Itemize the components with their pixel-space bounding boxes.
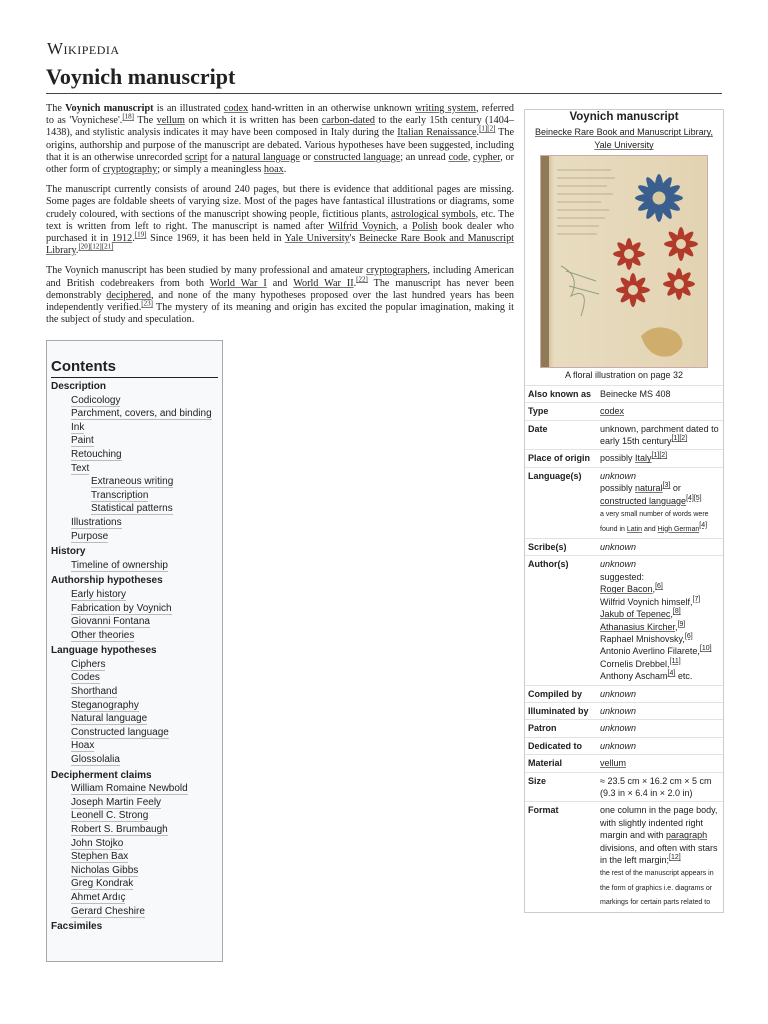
text-run: , etc. The text is written from left to right. The manuscript is named after xyxy=(46,208,514,232)
toc-item[interactable] xyxy=(47,489,222,503)
wiki-link[interactable]: Polish xyxy=(412,220,438,232)
italic-text: unknown xyxy=(600,470,637,481)
text-run: , xyxy=(467,151,473,163)
toc-item[interactable] xyxy=(47,502,222,516)
wiki-link[interactable]: writing system xyxy=(414,103,476,114)
infobox-row xyxy=(525,538,723,555)
intro-paragraph-1 xyxy=(46,103,514,176)
text-run: , including American and British codebreakers from both xyxy=(46,265,514,289)
reference-link[interactable]: [3] xyxy=(662,482,671,490)
text-run: ≈ 23.5 cm × 16.2 cm × 5 cm (9.3 in × 6.4 in × 2.0 in) xyxy=(600,775,712,798)
toc-item[interactable] xyxy=(47,699,222,713)
infobox-row xyxy=(525,772,723,802)
wikipedia-logo[interactable]: Wikipedia xyxy=(47,39,120,58)
toc-item-label: Natural language xyxy=(71,713,148,725)
infobox-row xyxy=(525,467,723,538)
infobox-row xyxy=(525,402,723,419)
text-run: The xyxy=(134,115,157,127)
toc-item[interactable] xyxy=(47,434,222,448)
infobox-row-label: Dedicated to xyxy=(528,740,583,751)
text-run: Raphael Mnishovsky, xyxy=(600,633,685,644)
toc-item-label: Leonell C. Strong xyxy=(71,810,149,822)
toc-item-label: Nicholas Gibbs xyxy=(71,864,139,876)
toc-item[interactable] xyxy=(47,559,222,573)
text-run: or xyxy=(299,151,314,163)
reference-link[interactable]: [1][2] xyxy=(651,452,668,460)
toc-item[interactable] xyxy=(47,769,222,783)
toc-item-label: Fabrication by Voynich xyxy=(71,602,172,614)
reference-link[interactable]: [20][12][21] xyxy=(78,242,114,251)
wiki-link[interactable]: deciphered xyxy=(106,289,151,301)
toc-item[interactable] xyxy=(47,837,222,851)
text-run: , referred to as 'Voynichese'. xyxy=(46,103,515,127)
floral-illustration-icon xyxy=(541,156,707,367)
toc-item[interactable] xyxy=(47,891,222,905)
text-run: . xyxy=(75,245,79,257)
toc-item-label: Transcription xyxy=(91,489,149,501)
toc-item-label: Language hypotheses xyxy=(51,645,157,657)
infobox-row xyxy=(525,385,723,402)
toc-item-label: Retouching xyxy=(71,448,122,460)
wiki-link[interactable]: hoax xyxy=(263,164,284,176)
infobox-title: Voynich manuscript xyxy=(569,111,679,123)
toc-item-label: Steganography xyxy=(71,699,139,711)
reference-link[interactable]: [8] xyxy=(672,608,681,616)
article-body xyxy=(46,103,514,334)
toc-item-label: Shorthand xyxy=(71,686,118,698)
reference-link[interactable]: [12] xyxy=(669,854,681,861)
toc-item-label: Ciphers xyxy=(71,658,106,670)
toc-item-label: Giovanni Fontana xyxy=(71,616,150,628)
toc-item[interactable] xyxy=(47,602,222,616)
infobox-row-value xyxy=(600,705,720,717)
wiki-link[interactable]: Wilfrid Voynich xyxy=(328,220,396,232)
text-run: to the early 15th century (1404–1438), and stylistic analysis indicates it may have been composed in Italy during the xyxy=(46,115,514,139)
infobox-row-label: Place of origin xyxy=(528,453,591,464)
infobox-row xyxy=(525,449,723,466)
toc-item[interactable] xyxy=(47,615,222,629)
text-run: ; or simply a meaningless xyxy=(157,164,264,176)
wiki-link[interactable]: vellum xyxy=(156,115,185,127)
infobox-rows xyxy=(525,385,723,912)
reference-link[interactable]: [9] xyxy=(677,620,686,628)
toc-item[interactable] xyxy=(47,920,222,934)
toc-item-label: Extraneous writing xyxy=(91,476,174,488)
toc-item-label: Decipherment claims xyxy=(51,769,152,781)
toc-item[interactable] xyxy=(47,588,222,602)
wiki-link[interactable]: astrological symbols xyxy=(391,208,476,220)
reference-link[interactable]: [4] xyxy=(667,670,676,678)
text-run: possibly xyxy=(600,483,636,494)
toc-item[interactable] xyxy=(47,380,222,394)
reference-link[interactable]: [7] xyxy=(692,595,701,603)
infobox-row xyxy=(525,737,723,754)
infobox-subtitle xyxy=(525,126,723,152)
infobox-row-label: Date xyxy=(528,423,548,434)
text-run: . xyxy=(353,277,357,289)
toc-item-label: Early history xyxy=(71,588,127,600)
infobox-row-value xyxy=(600,423,720,448)
toc-item-label: Statistical patterns xyxy=(91,503,173,515)
toc-item-label: Stephen Bax xyxy=(71,851,129,863)
toc-item-label: Text xyxy=(71,462,90,474)
text-run: Wilfrid Voynich himself, xyxy=(600,596,693,607)
wiki-link[interactable]: Italy xyxy=(635,453,652,464)
infobox-row-value xyxy=(600,541,720,553)
text-run: . xyxy=(283,164,287,176)
reference-link[interactable]: [6] xyxy=(655,583,663,591)
wiki-link[interactable]: paragraph xyxy=(666,830,708,841)
text-run: divisions, and often with stars in the left margin; xyxy=(600,842,718,865)
infobox-row-value xyxy=(600,452,720,464)
toc-item[interactable] xyxy=(47,629,222,643)
text-run: ; an unread xyxy=(400,151,449,163)
toc-item[interactable] xyxy=(47,850,222,864)
toc-item-label: Timeline of ownership xyxy=(71,559,168,571)
wiki-link[interactable]: carbon-dated xyxy=(321,115,375,127)
wiki-link[interactable]: constructed language xyxy=(600,495,687,506)
infobox-row xyxy=(525,685,723,702)
infobox-row-value xyxy=(600,804,720,910)
text-run: 's xyxy=(349,233,360,245)
bold-term: Voynich manuscript xyxy=(65,103,154,114)
text-run: and xyxy=(642,525,658,533)
text-run: the rest of the manuscript appears in the form of graphics i.e. diagrams or markings for certain parts related to xyxy=(600,870,714,907)
text-run: Beinecke MS 408 xyxy=(600,388,671,399)
italic-text: unknown xyxy=(600,705,637,716)
toc-item[interactable] xyxy=(47,516,222,530)
wiki-link[interactable]: constructed language xyxy=(313,151,401,163)
infobox-row-label: Language(s) xyxy=(528,470,582,481)
wiki-link[interactable]: Athanasius Kircher xyxy=(600,621,676,632)
infobox-row-label: Size xyxy=(528,775,547,786)
toc-item-label: Paint xyxy=(71,435,94,447)
infobox-row xyxy=(525,754,723,771)
text-run: book dealer who purchased it in xyxy=(46,220,514,245)
toc-item-label: Greg Kondrak xyxy=(71,878,134,890)
toc-item-label: John Stojko xyxy=(71,837,124,849)
text-run: Since 1969, it has been held in xyxy=(146,233,285,245)
toc-item[interactable] xyxy=(47,574,222,588)
infobox-row-value xyxy=(600,388,720,400)
reference-link[interactable]: [11] xyxy=(669,657,681,665)
text-run: The Voynich manuscript has been studied by many professional and amateur xyxy=(46,265,367,277)
text-run: hand-written in an otherwise unknown xyxy=(248,103,415,114)
wiki-link[interactable]: Yale University xyxy=(284,233,350,245)
toc-item-label: Ink xyxy=(71,421,85,433)
infobox-row-label: Also known as xyxy=(528,388,592,399)
infobox-row xyxy=(525,555,723,684)
infobox-row xyxy=(525,420,723,450)
reference-link[interactable]: [19] xyxy=(134,230,147,239)
text-run: on which it is written has been xyxy=(184,115,322,127)
toc-item-label: Robert S. Brumbaugh xyxy=(71,824,168,835)
toc-item-label: Codes xyxy=(71,672,100,684)
infobox-row-value xyxy=(600,688,720,700)
toc-item[interactable] xyxy=(47,530,222,544)
wiki-link[interactable]: 1912 xyxy=(111,233,133,245)
toc-item[interactable] xyxy=(47,753,222,767)
infobox-row-label: Author(s) xyxy=(528,559,569,570)
reference-link[interactable]: [4] xyxy=(699,521,708,529)
infobox-row-value xyxy=(600,775,720,800)
toc-item-label: Facsimiles xyxy=(51,921,103,933)
wiki-link[interactable]: natural xyxy=(635,483,663,494)
infobox-row xyxy=(525,801,723,912)
text-run: or xyxy=(670,483,681,494)
toc-item-label: Joseph Martin Feely xyxy=(71,796,162,808)
intro-paragraph-2 xyxy=(46,184,514,257)
wiki-link[interactable]: Beinecke Rare Book and Manuscript Library xyxy=(46,233,514,257)
toc-item[interactable] xyxy=(47,905,222,919)
toc-item-label: Other theories xyxy=(71,629,135,641)
toc-item-label: Gerard Cheshire xyxy=(71,905,145,917)
infobox-row xyxy=(525,719,723,736)
infobox-row-value xyxy=(600,470,720,536)
reference-link[interactable]: [23] xyxy=(141,299,153,308)
italic-text: unknown xyxy=(600,723,637,734)
text-run: . xyxy=(476,127,480,139)
wiki-link[interactable]: codex xyxy=(600,406,625,417)
text-run: Cornelis Drebbel, xyxy=(600,658,670,669)
toc-item-label: Illustrations xyxy=(71,516,122,528)
infobox-row-value xyxy=(600,722,720,734)
wiki-link[interactable]: cypher xyxy=(472,151,501,163)
text-run: unknown, parchment dated to early 15th century xyxy=(600,423,719,447)
text-run: The origins, authorship and purpose of the manuscript are debated. Various hypotheses have been suggested, including that it is an otherwise unrecorded xyxy=(46,127,514,163)
toc-item-label: Authorship hypotheses xyxy=(51,575,163,587)
wiki-link[interactable]: World War I xyxy=(209,277,267,289)
toc-item[interactable] xyxy=(47,809,222,823)
italic-text: unknown xyxy=(600,542,637,553)
toc-item-label: Ahmet Ardıç xyxy=(71,891,126,903)
text-run: and xyxy=(266,277,294,289)
toc-item[interactable] xyxy=(47,407,222,421)
italic-text: unknown xyxy=(600,740,637,751)
text-run: The mystery of its meaning and origin has excited the popular imagination, making it the subject of study and speculation. xyxy=(46,302,514,326)
infobox-caption: A floral illustration on page 32 xyxy=(564,370,684,381)
text-run: , xyxy=(670,609,673,620)
wiki-link[interactable]: Jakub of Tepenec xyxy=(600,609,671,620)
toc-item-label: Parchment, covers, and binding xyxy=(71,408,212,420)
page-title: Voynich manuscript xyxy=(46,64,236,89)
wiki-link[interactable]: script xyxy=(184,151,208,163)
toc-item[interactable] xyxy=(47,394,222,408)
text-run: is an illustrated xyxy=(153,103,224,114)
wiki-link[interactable]: Italian Renaissance xyxy=(397,127,477,139)
wiki-link[interactable]: codex xyxy=(223,103,249,114)
toc-item[interactable] xyxy=(47,726,222,740)
toc-item-label: Codicology xyxy=(71,394,121,406)
wiki-link[interactable]: code xyxy=(448,151,468,163)
toc-item[interactable] xyxy=(47,658,222,672)
title-divider xyxy=(46,93,722,94)
text-run: , and none of the many hypotheses proposed over the last hundred years has been independently verified. xyxy=(46,289,514,314)
toc-item[interactable] xyxy=(47,739,222,753)
wiki-link[interactable]: World War II xyxy=(293,277,354,289)
toc-item[interactable] xyxy=(47,462,222,476)
wiki-link[interactable]: vellum xyxy=(600,758,627,769)
text-run: one column in the page body, with slightly indented right margin and with xyxy=(600,805,718,841)
toc-item[interactable] xyxy=(47,712,222,726)
toc-item[interactable] xyxy=(47,421,222,435)
toc-item-label: Constructed language xyxy=(71,726,169,738)
infobox-row-label: Format xyxy=(528,805,559,816)
text-run: suggested: xyxy=(600,571,645,582)
infobox-row-label: Scribe(s) xyxy=(528,542,567,553)
text-run: The manuscript has never been demonstrably xyxy=(46,277,514,301)
text-run: , xyxy=(675,621,678,632)
text-run: Antonio Averlino Filarete, xyxy=(600,646,700,657)
infobox-row-label: Patron xyxy=(528,723,557,734)
infobox-row-value xyxy=(600,740,720,752)
text-run: for a xyxy=(207,151,233,163)
toc-item-label: Purpose xyxy=(71,530,109,542)
toc-item[interactable] xyxy=(47,545,222,559)
reference-link[interactable]: [1][2] xyxy=(671,435,688,443)
toc-item[interactable] xyxy=(47,475,222,489)
text-run: , or other form of xyxy=(46,151,514,176)
infobox-row-value xyxy=(600,757,720,769)
toc-item-label: Glossolalia xyxy=(71,754,120,766)
infobox-row-label: Material xyxy=(528,758,563,769)
reference-link[interactable]: [4][5] xyxy=(686,494,702,502)
toc-list xyxy=(47,380,222,934)
reference-link[interactable]: [6] xyxy=(684,632,693,640)
toc-item[interactable] xyxy=(47,796,222,810)
toc-item-label: Description xyxy=(51,381,107,392)
infobox-row-label: Type xyxy=(528,406,549,417)
italic-text: unknown xyxy=(600,688,637,699)
infobox-row-label: Illuminated by xyxy=(528,705,589,716)
wiki-link[interactable]: cryptography xyxy=(102,164,158,176)
text-run: Anthony Ascham xyxy=(600,671,668,682)
wiki-link[interactable]: High German xyxy=(657,525,700,533)
toc-item-label: Hoax xyxy=(71,740,95,752)
infobox-subtitle-link[interactable]: Beinecke Rare Book and Manuscript Library, Yale University xyxy=(535,127,713,151)
toc-item-label: William Romaine Newbold xyxy=(71,783,188,795)
reference-link[interactable]: [22] xyxy=(356,275,368,284)
toc-item[interactable] xyxy=(47,644,222,658)
text-run: The xyxy=(46,103,66,114)
toc-item[interactable] xyxy=(47,671,222,685)
text-run: . xyxy=(132,233,135,245)
intro-paragraph-3 xyxy=(46,265,514,326)
infobox-row-value xyxy=(600,558,720,682)
wiki-link[interactable]: Latin xyxy=(626,525,643,533)
infobox-row-label: Compiled by xyxy=(528,688,583,699)
toc-item[interactable] xyxy=(47,782,222,796)
italic-text: unknown xyxy=(600,559,637,570)
toc-item[interactable] xyxy=(47,877,222,891)
reference-link[interactable]: [1][2] xyxy=(479,125,496,134)
text-run: , xyxy=(652,584,656,595)
text-run: a very small number of words were found in xyxy=(600,511,709,533)
wiki-link[interactable]: cryptographers xyxy=(366,265,428,277)
text-run: possibly xyxy=(600,453,636,464)
toc-item[interactable] xyxy=(47,448,222,462)
wiki-link[interactable]: natural language xyxy=(232,151,300,163)
toc-item-label: History xyxy=(51,546,86,558)
text-run: , a xyxy=(395,220,413,232)
toc-item[interactable] xyxy=(47,685,222,699)
infobox xyxy=(524,109,724,913)
infobox-row xyxy=(525,702,723,719)
reference-link[interactable]: [10] xyxy=(699,645,712,653)
text-run: etc. xyxy=(675,671,693,682)
toc-item[interactable] xyxy=(47,864,222,878)
toc-title: Contents xyxy=(51,358,218,378)
toc-item[interactable] xyxy=(47,823,222,837)
manuscript-image[interactable] xyxy=(540,155,708,368)
text-run: The manuscript currently consists of around 240 pages, but there is evidence that additional pages are missing. Some pages are foldable sheets of varying size. Most of the pages have fantastical illustrations or diagrams, some crudely coloured, with sections of the manuscript showing people, fictitious plants, xyxy=(46,184,514,220)
infobox-row-value xyxy=(600,405,720,417)
table-of-contents xyxy=(46,340,223,962)
wiki-link[interactable]: Roger Bacon xyxy=(600,584,653,595)
reference-link[interactable]: [18] xyxy=(122,112,135,121)
